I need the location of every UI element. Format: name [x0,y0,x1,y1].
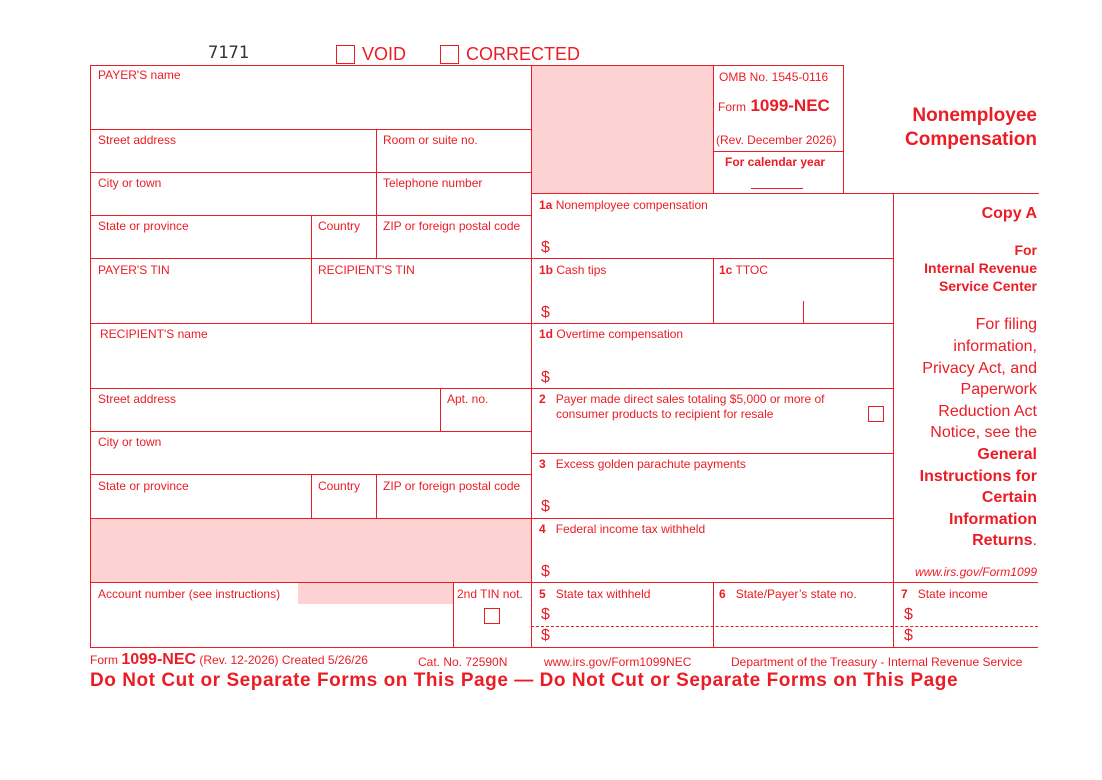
recipient-city-label: City or town [98,435,162,449]
second-tin-checkbox[interactable] [484,608,500,624]
corrected-label: CORRECTED [466,44,581,64]
box-5-dollar-2: $ [541,627,550,644]
revision-date: (Rev. December 2026) [716,133,837,147]
second-tin-label: 2nd TIN not. [457,587,523,601]
box-7-dollar-2: $ [904,627,913,644]
title-compensation: Compensation [905,129,1037,150]
form-title [718,96,830,116]
general-line3: Certain [981,489,1037,506]
box-3-dollar: $ [541,498,550,515]
form-word: Form [718,100,746,114]
omb-number: OMB No. 1545-0116 [719,70,829,84]
recipient-tin-label: RECIPIENT'S TIN [318,263,415,277]
calendar-year-label: For calendar year [725,155,826,169]
form-id-code: 7171 [208,43,249,63]
copy-irs-line2: Service Center [938,278,1037,294]
general-line1: General [977,446,1037,463]
footer-department: Department of the Treasury - Internal Revenue Service [731,655,1023,669]
payer-phone-label: Telephone number [383,176,483,190]
notice-line6: Notice, see the [930,424,1037,441]
box-2-label-line2: consumer products to recipient for resale [556,407,774,421]
void-checkbox[interactable] [336,45,355,64]
box-2-checkbox[interactable] [868,406,884,422]
recipient-apt-label: Apt. no. [447,392,489,406]
box-1b-label: 1b Cash tips [539,263,607,277]
notice-line4: Paperwork [960,381,1037,398]
title-nonemployee: Nonemployee [912,105,1037,126]
payer-city-label: City or town [98,176,162,190]
account-number-label: Account number (see instructions) [98,587,281,601]
void-label: VOID [362,44,407,64]
box-2-label-line1: 2 Payer made direct sales totaling $5,000 or more of [539,392,825,406]
footer-form-name: 1099-NEC [121,651,197,668]
box-1d-label: 1d Overtime compensation [539,327,684,341]
cut-warning: Do Not Cut or Separate Forms on This Page — Do Not Cut or Separate Forms on This Page [90,670,959,691]
payer-street-label: Street address [98,133,177,147]
box-4-dollar: $ [541,563,550,580]
box-7-dollar-1: $ [904,606,913,623]
footer-form [90,651,368,669]
box-5-dollar-1: $ [541,606,550,623]
payer-tin-label: PAYER'S TIN [98,263,170,277]
shaded-account-area [298,583,453,604]
box-1a-field[interactable] [553,230,888,256]
recipient-street-label: Street address [98,392,177,406]
general-line2: Instructions for [919,468,1037,485]
corrected-checkbox[interactable] [440,45,459,64]
calendar-year-field[interactable] [751,188,803,189]
box-1a-label: 1a Nonemployee compensation [539,198,708,212]
notice-line2: information, [953,338,1037,355]
box-3-label: 3 Excess golden parachute payments [539,457,746,471]
recipient-zip-label: ZIP or foreign postal code [383,479,521,493]
box-1d-dollar: $ [541,369,550,386]
footer-form-word: Form [90,653,118,667]
box-1a-dollar: $ [541,239,550,256]
recipient-state-label: State or province [98,479,189,493]
shaded-blank-area [90,518,531,582]
box-1b-dollar: $ [541,304,550,321]
payer-name-label: PAYER'S name [98,68,181,82]
footer-url[interactable]: www.irs.gov/Form1099NEC [544,655,692,669]
notice-line1: For filing [975,316,1037,333]
box-4-label: 4 Federal income tax withheld [539,522,706,536]
general-line5: Returns. [972,532,1037,549]
payer-room-label: Room or suite no. [383,133,478,147]
box-1c-label: 1c TTOC [719,263,768,277]
copy-url[interactable]: www.irs.gov/Form1099 [914,565,1037,579]
notice-line3: Privacy Act, and [922,360,1037,377]
box-6-label: 6 State/Payer’s state no. [719,587,857,601]
notice-line5: Reduction Act [938,403,1037,420]
form-name: 1099-NEC [750,96,830,115]
payer-zip-label: ZIP or foreign postal code [383,219,521,233]
payer-state-label: State or province [98,219,189,233]
payer-country-label: Country [318,219,361,233]
box-7-label: 7 State income [901,587,988,601]
copy-title: Copy A [981,205,1037,222]
box-5-label: 5 State tax withheld [539,587,651,601]
copy-for: For [1014,242,1037,258]
footer-rev: (Rev. 12-2026) Created 5/26/26 [199,653,368,667]
recipient-country-label: Country [318,479,361,493]
general-line4: Information [949,511,1037,528]
recipient-name-label: RECIPIENT'S name [100,327,208,341]
shaded-header-area [531,65,713,193]
copy-irs-line1: Internal Revenue [924,260,1037,276]
footer-cat-number: Cat. No. 72590N [418,655,508,669]
